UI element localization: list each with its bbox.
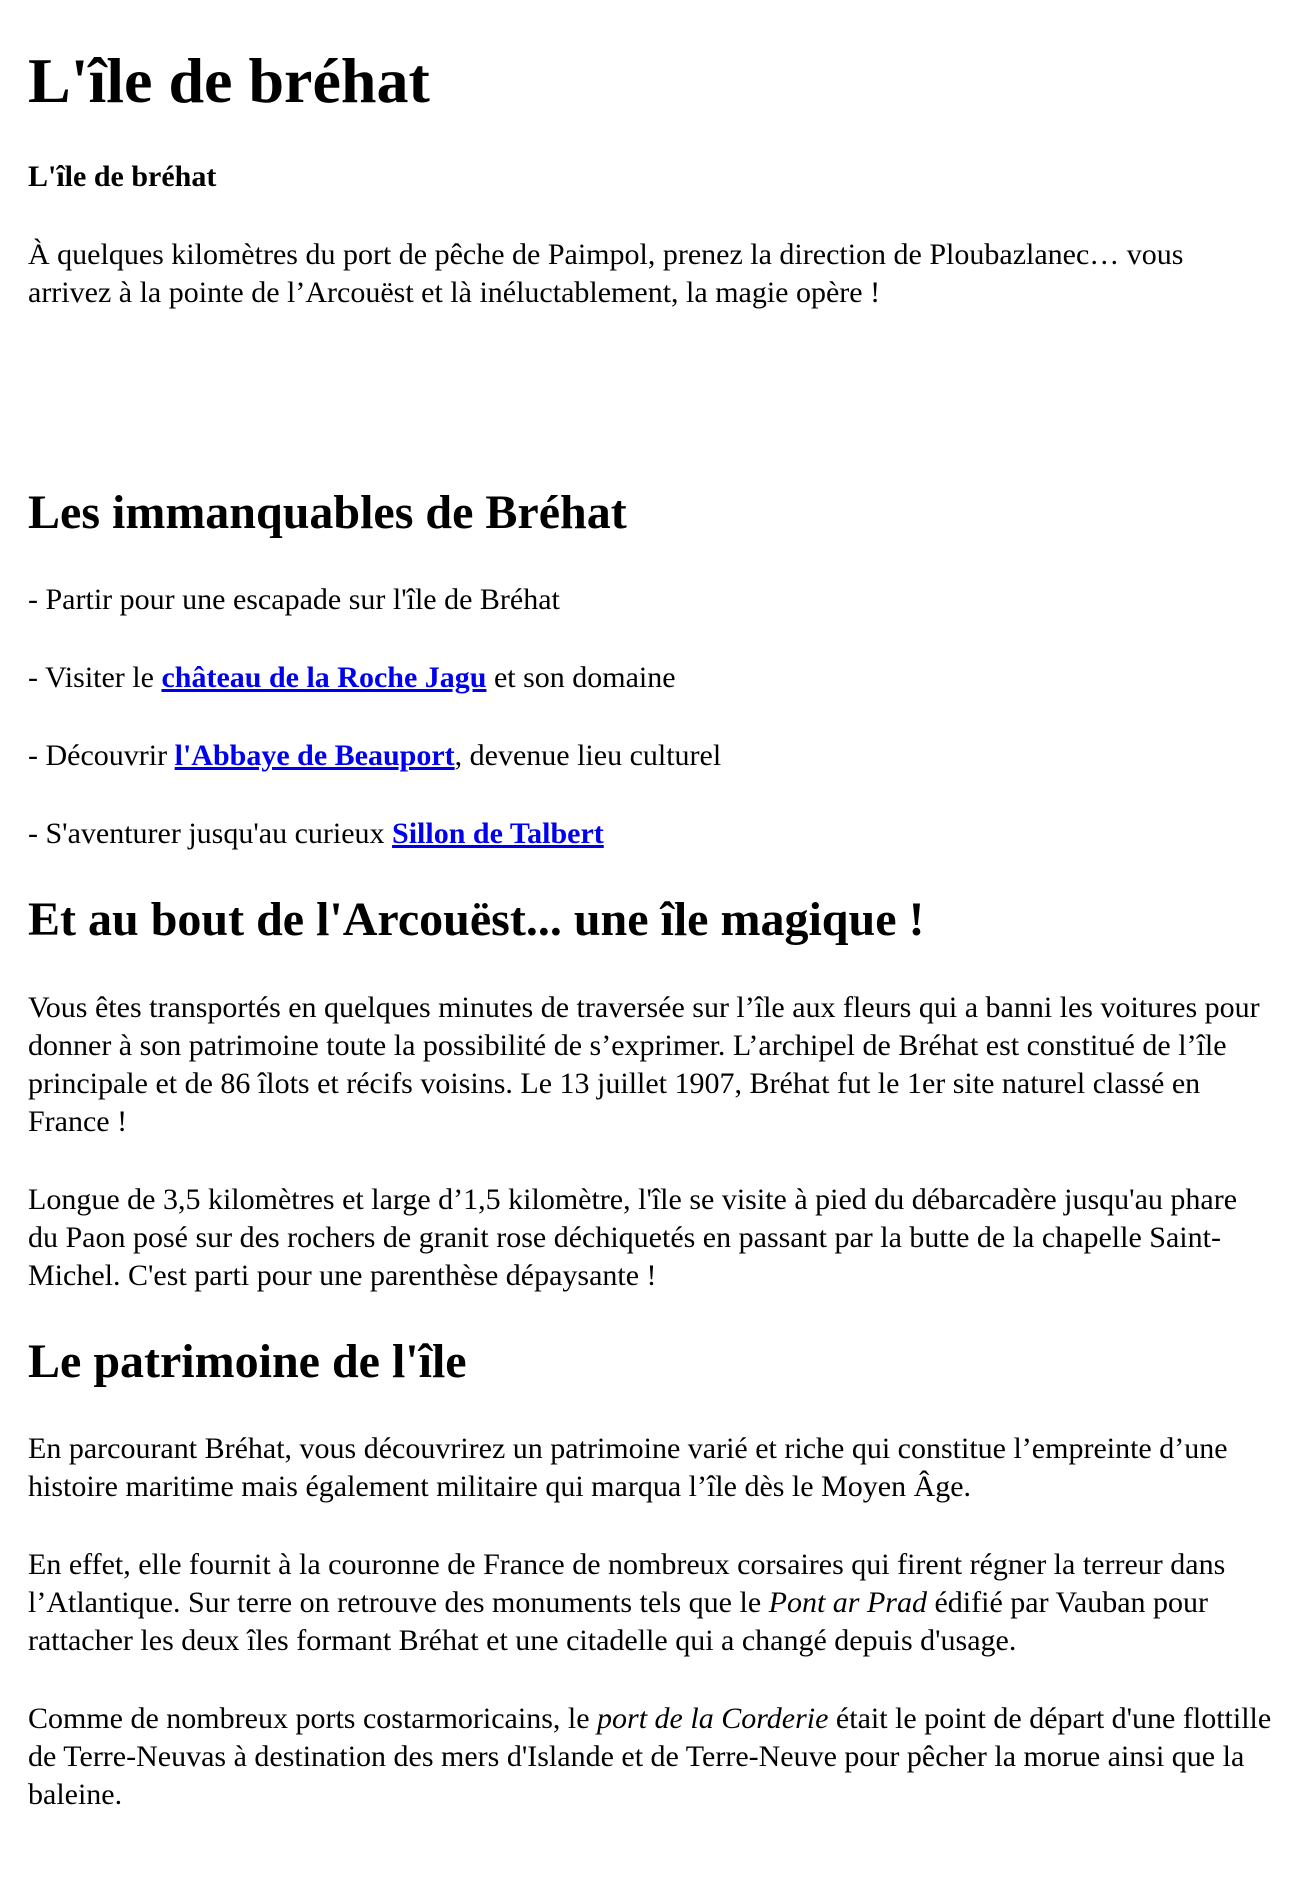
paragraph-text: Comme de nombreux ports costarmoricains, le bbox=[28, 1702, 598, 1736]
list-item bbox=[28, 815, 1272, 853]
paragraph: Vous êtes transportés en quelques minutes de traversée sur l’île aux fleurs qui a banni les voitures pour donner à son patrimoine toute la possibilité de s’exprimer. L’archipel de Bréhat est constitué de l’île principale et de 86 îlots et récifs voisins. Le 13 juillet 1907, Bréhat fut le 1er site naturel classé en France ! bbox=[28, 990, 1260, 1138]
paragraph-text: En effet, elle fournit à la couronne de France de nombreux corsaires qui firent régner la terreur dans l’Atlantique. Sur terre on retrouve des monuments tels que le bbox=[28, 1548, 1226, 1620]
section-heading-immanquables: Les immanquables de Bréhat bbox=[28, 485, 627, 539]
list-item-text: , devenue lieu culturel bbox=[454, 739, 722, 773]
list-item bbox=[28, 659, 1272, 697]
section-heading-ile-magique: Et au bout de l'Arcouëst... une île magique ! bbox=[28, 893, 925, 947]
section-heading-patrimoine: Le patrimoine de l'île bbox=[28, 1334, 467, 1388]
paragraph: Longue de 3,5 kilomètres et large d’1,5 kilomètre, l'île se visite à pied du débarcadère jusqu'au phare du Paon posé sur des rochers de granit rose déchiquetés en passant par la butte de la chapelle Saint-Michel. C'est parti pour une parenthèse dépaysante ! bbox=[28, 1182, 1238, 1292]
page-subtitle: L'île de bréhat bbox=[28, 159, 217, 193]
list-item-text: et son domaine bbox=[486, 661, 676, 695]
paragraph-text: édifié par Vauban pour rattacher les deux îles formant Bréhat et une citadelle qui a changé depuis d'usage. bbox=[28, 1586, 1208, 1658]
paragraph bbox=[28, 1700, 1272, 1814]
list-item-text: - Visiter le bbox=[28, 661, 162, 695]
list-item: - Partir pour une escapade sur l'île de Bréhat bbox=[28, 583, 560, 617]
emphasis-pont-ar-prad: Pont ar Prad bbox=[768, 1586, 927, 1620]
emphasis-port-corderie: port de la Corderie bbox=[597, 1702, 829, 1736]
intro-paragraph: À quelques kilomètres du port de pêche de Paimpol, prenez la direction de Ploubazlanec… vous arrivez à la pointe de l’Arcouëst et là inéluctablement, la magie opère ! bbox=[28, 237, 1184, 309]
list-item bbox=[28, 737, 1272, 775]
link-abbaye-beauport[interactable]: l'Abbaye de Beauport bbox=[174, 739, 455, 773]
link-chateau-roche-jagu[interactable]: château de la Roche Jagu bbox=[161, 661, 487, 695]
spacer bbox=[28, 312, 1272, 484]
list-item-text: - S'aventurer jusqu'au curieux bbox=[28, 817, 393, 851]
list-item-text: - Découvrir bbox=[28, 739, 175, 773]
paragraph bbox=[28, 1546, 1272, 1660]
paragraph-text: était le point de départ d'une flottille de Terre-Neuvas à destination des mers d'Islande et de Terre-Neuve pour pêcher la morue ainsi que la baleine. bbox=[28, 1702, 1272, 1812]
page-title: L'île de bréhat bbox=[28, 45, 430, 116]
link-sillon-talbert[interactable]: Sillon de Talbert bbox=[392, 817, 604, 851]
paragraph: En parcourant Bréhat, vous découvrirez un patrimoine varié et riche qui constitue l’empreinte d’une histoire maritime mais également militaire qui marqua l’île dès le Moyen Âge. bbox=[28, 1432, 1228, 1504]
